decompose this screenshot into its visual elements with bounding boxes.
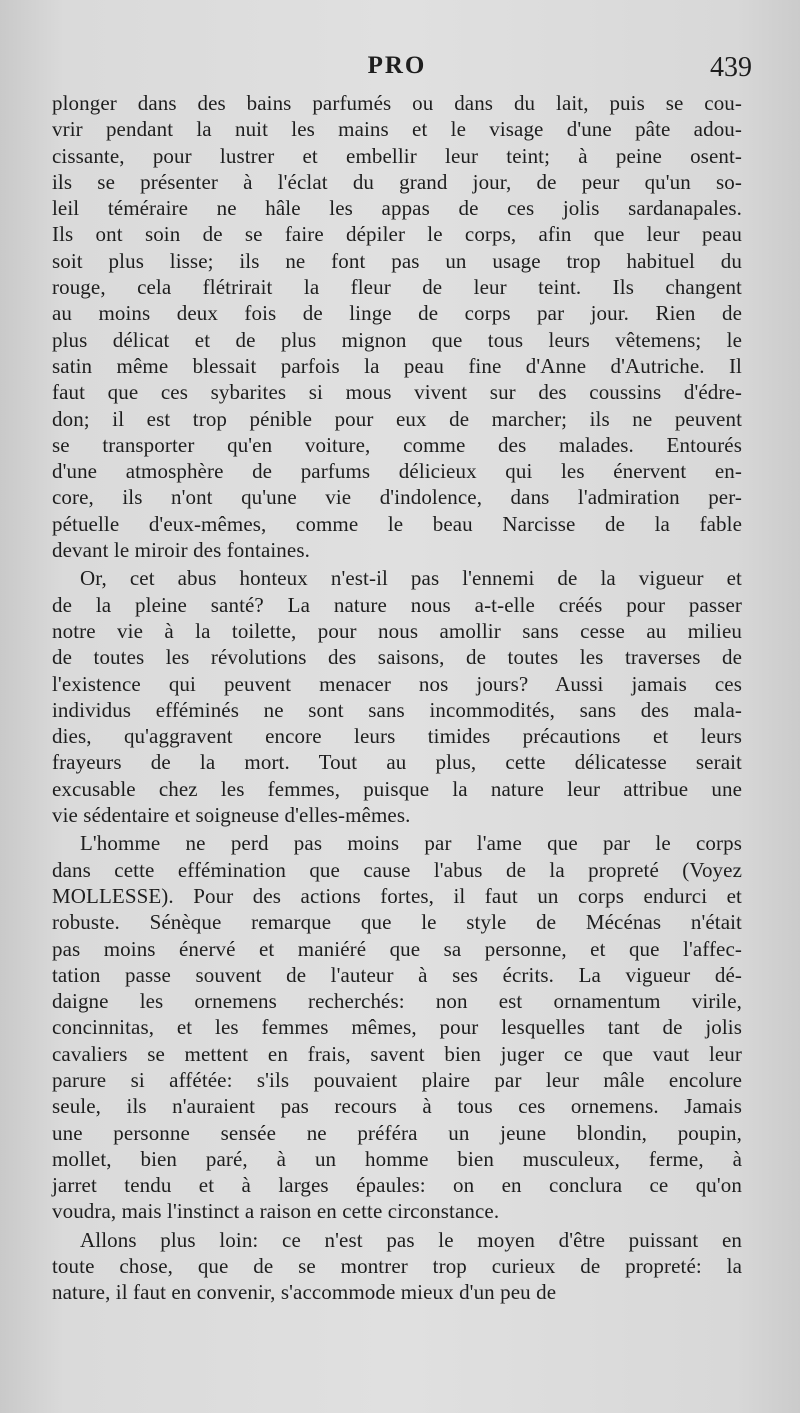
text-line: voudra, mais l'instinct a raison en cette circonstance.	[52, 1199, 500, 1224]
text-line: tation passe souvent de l'auteur à ses écrits. La vigueur dé-	[52, 962, 742, 987]
text-line: core, ils n'ont qu'une vie d'indolence, dans l'admiration per-	[52, 485, 742, 510]
text-line: mollet, bien paré, à un homme bien musculeux, ferme, à	[52, 1146, 742, 1171]
text-line: cavaliers se mettent en frais, savent bien juger ce que vaut leur	[52, 1041, 742, 1066]
page-header	[52, 52, 752, 86]
text-line: robuste. Sénèque remarque que le style de Mécénas n'était	[52, 910, 742, 935]
text-line: l'existence qui peuvent menacer nos jours? Aussi jamais ces	[52, 671, 742, 696]
page-number: 439	[710, 52, 752, 83]
text-line: pétuelle d'eux-mêmes, comme le beau Narcisse de la fable	[52, 511, 742, 536]
text-line: satin même blessait parfois la peau fine d'Anne d'Autriche. Il	[52, 353, 742, 378]
body-text	[52, 90, 742, 1306]
text-line: Or, cet abus honteux n'est-il pas l'ennemi de la vigueur et	[80, 566, 742, 591]
paragraph	[52, 1227, 742, 1306]
text-line: vrir pendant la nuit les mains et le visage d'une pâte adou-	[52, 117, 742, 142]
paragraph	[52, 565, 742, 828]
text-line: Allons plus loin: ce n'est pas le moyen d'être puissant en	[80, 1227, 742, 1252]
text-line: une personne sensée ne préféra un jeune blondin, poupin,	[52, 1120, 742, 1145]
text-line: excusable chez les femmes, puisque la nature leur attribue une	[52, 776, 742, 801]
text-line: concinnitas, et les femmes mêmes, pour lesquelles tant de jolis	[52, 1015, 742, 1040]
text-line: soit plus lisse; ils ne font pas un usage trop habituel du	[52, 248, 742, 273]
text-line: d'une atmosphère de parfums délicieux qui les énervent en-	[52, 459, 742, 484]
text-line: rouge, cela flétrirait la fleur de leur teint. Ils changent	[52, 275, 742, 300]
text-line: devant le miroir des fontaines.	[52, 538, 310, 563]
text-line: toute chose, que de se montrer trop curieux de propreté: la	[52, 1254, 742, 1279]
text-line: ils se présenter à l'éclat du grand jour, de peur qu'un so-	[52, 169, 742, 194]
paragraph	[52, 90, 742, 563]
text-line: cissante, pour lustrer et embellir leur teint; à peine osent-	[52, 143, 742, 168]
text-line: plus délicat et de plus mignon que tous leurs vêtemens; le	[52, 327, 742, 352]
text-line: L'homme ne perd pas moins par l'ame que par le corps	[80, 831, 742, 856]
text-line: dies, qu'aggravent encore leurs timides précautions et leurs	[52, 724, 742, 749]
text-line: leil téméraire ne hâle les appas de ces jolis sardanapales.	[52, 196, 742, 221]
text-line: vie sédentaire et soigneuse d'elles-mêmes.	[52, 803, 411, 828]
text-line: de toutes les révolutions des saisons, de toutes les traverses de	[52, 645, 742, 670]
text-line: Ils ont soin de se faire dépiler le corps, afin que leur peau	[52, 222, 742, 247]
text-line: pas moins énervé et maniéré que sa personne, et que l'affec-	[52, 936, 742, 961]
text-line: faut que ces sybarites si mous vivent sur des coussins d'édre-	[52, 380, 742, 405]
text-line: seule, ils n'auraient pas recours à tous ces ornemens. Jamais	[52, 1094, 742, 1119]
text-line: nature, il faut en convenir, s'accommode mieux d'un peu de	[52, 1280, 557, 1305]
text-line: de la pleine santé? La nature nous a-t-elle créés pour passer	[52, 592, 742, 617]
text-line: se transporter qu'en voiture, comme des malades. Entourés	[52, 432, 742, 457]
text-line: jarret tendu et à larges épaules: on en conclura ce qu'on	[52, 1173, 742, 1198]
text-line: frayeurs de la mort. Tout au plus, cette délicatesse serait	[52, 750, 742, 775]
paragraph	[52, 830, 742, 1224]
running-title: PRO	[367, 52, 427, 79]
text-line: notre vie à la toilette, pour nous amollir sans cesse au milieu	[52, 618, 742, 643]
text-line: daigne les ornemens recherchés: non est ornamentum virile,	[52, 989, 742, 1014]
text-line: MOLLESSE). Pour des actions fortes, il faut un corps endurci et	[52, 883, 742, 908]
text-line: au moins deux fois de linge de corps par jour. Rien de	[52, 301, 742, 326]
text-line: individus efféminés ne sont sans incommodités, sans des mala-	[52, 697, 742, 722]
text-line: dans cette effémination que cause l'abus de la propreté (Voyez	[52, 857, 742, 882]
text-line: parure si affétée: s'ils pouvaient plaire par leur mâle encolure	[52, 1067, 742, 1092]
text-line: don; il est trop pénible pour eux de marcher; ils ne peuvent	[52, 406, 742, 431]
text-line: plonger dans des bains parfumés ou dans du lait, puis se cou-	[52, 91, 742, 115]
